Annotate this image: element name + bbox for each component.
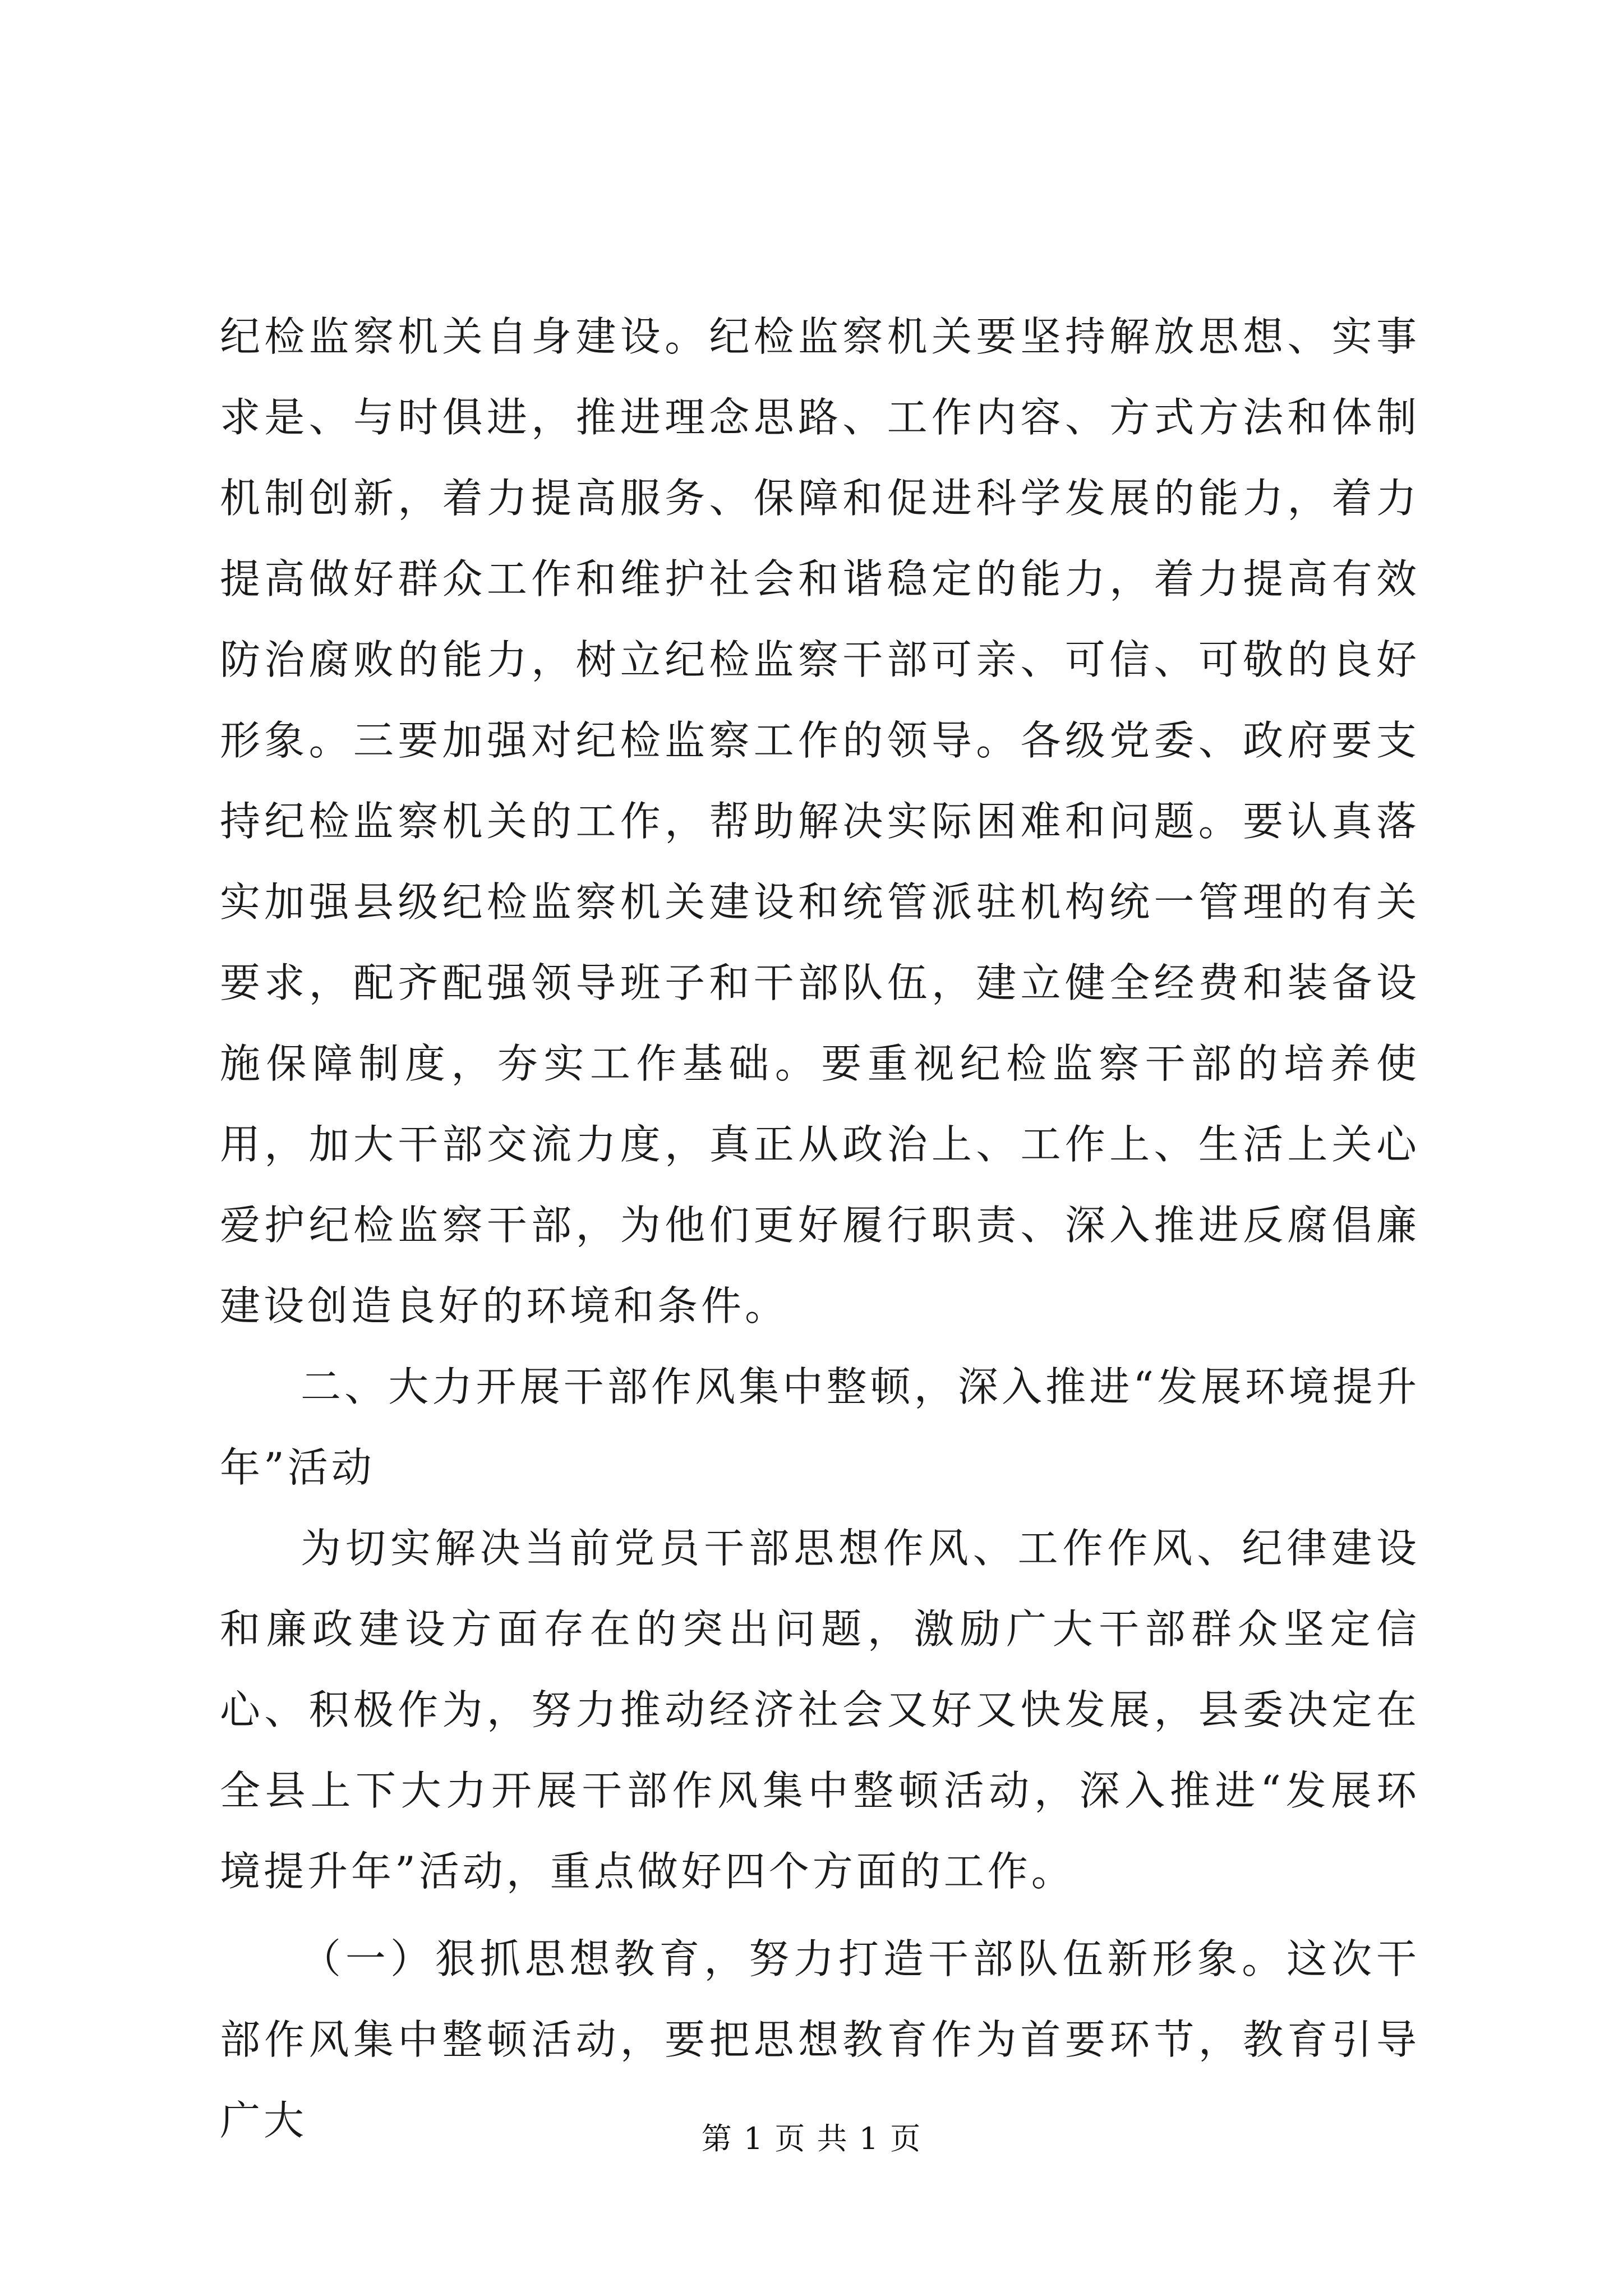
page-footer: 第 1 页 共 1 页 (701, 2121, 922, 2156)
paragraph-body: 为切实解决当前党员干部思想作风、工作作风、纪律建设和廉政建设方面存在的突出问题，激励广大干部群众坚定信心、积极作为，努力推动经济社会又好又快发展，县委决定在全县上下大力开展干部作风集中整顿活动，深入推进“发展环境提升年”活动，重点做好四个方面的工作。 (220, 1525, 1420, 1895)
section-heading: 二、大力开展干部作风集中整顿，深入推进“发展环境提升年”活动 (220, 1363, 1420, 1491)
paragraph-item: （一）狠抓思想教育，努力打造干部队伍新形象。这次干部作风集中整顿活动，要把思想教育作为首要环节，教育引导广大 (220, 1935, 1420, 2144)
paragraph-spacer (220, 1912, 1420, 1918)
paragraph-continuation: 纪检监察机关自身建设。纪检监察机关要坚持解放思想、实事求是、与时俱进，推进理念思路、工作内容、方式方法和体制机制创新，着力提高服务、保障和促进科学发展的能力，着力提高做好群众工作和维护社会和谐稳定的能力，着力提高有效防治腐败的能力，树立纪检监察干部可亲、可信、可敬的良好形象。三要加强对纪检监察工作的领导。各级党委、政府要支持纪检监察机关的工作，帮助解决实际困难和问题。要认真落实加强县级纪检监察机关建设和统管派驻机构统一管理的有关要求，配齐配强领导班子和干部队伍，建立健全经费和装备设施保障制度，夯实工作基础。要重视纪检监察干部的培养使用，加大干部交流力度，真正从政治上、工作上、生活上关心爱护纪检监察干部，为他们更好履行职责、深入推进反腐倡廉建设创造良好的环境和条件。 (220, 313, 1420, 1329)
document-body (220, 296, 1420, 2161)
